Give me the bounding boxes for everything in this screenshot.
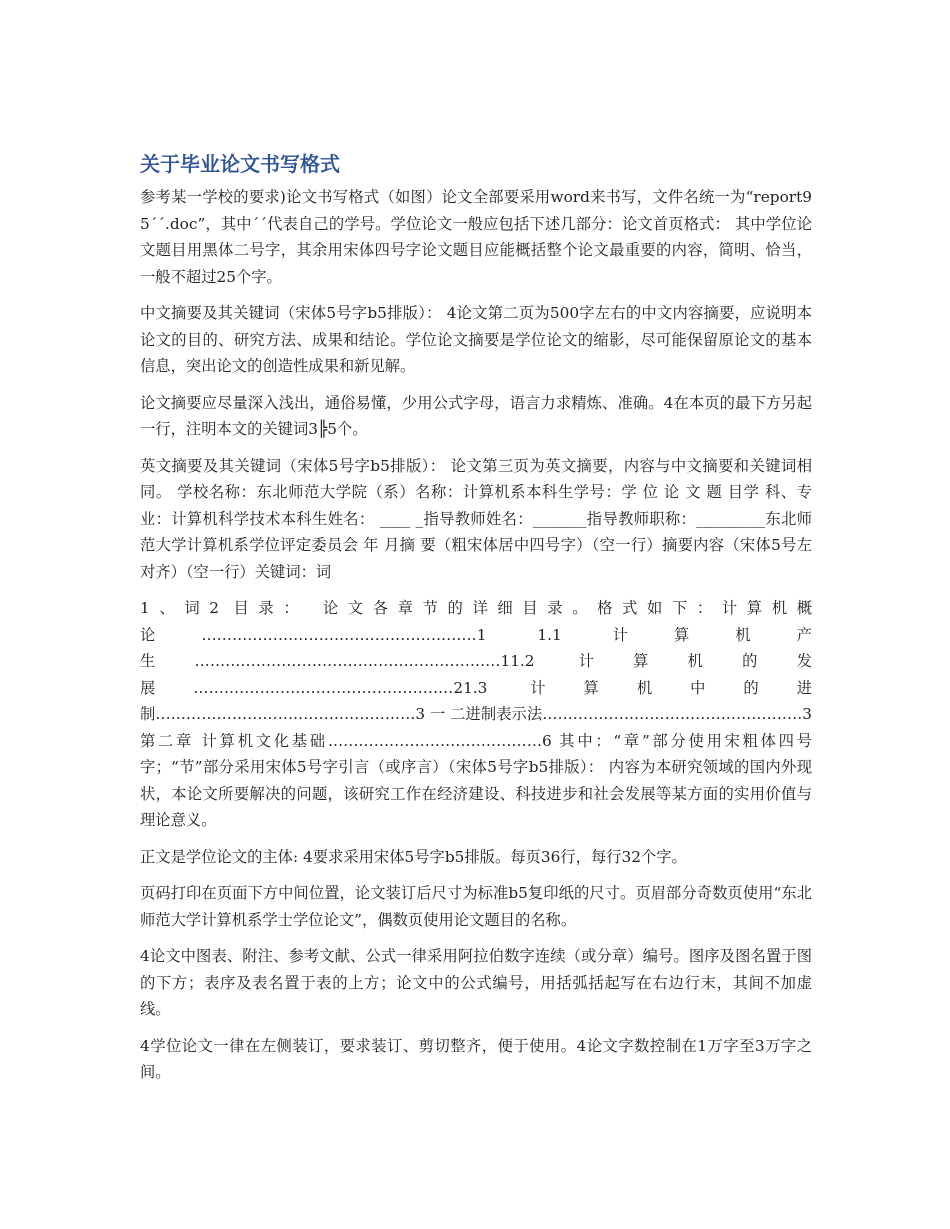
paragraph-page-numbers: 页码打印在页面下方中间位置，论文装订后尺寸为标准b5复印纸的尺寸。页眉部分奇数页使用“东北师范大学计算机系学士学位论文”，偶数页使用论文题目的名称。 [140, 884, 812, 929]
document-title: 关于毕业论文书写格式 [140, 152, 340, 176]
paragraph-abstract-style: 论文摘要应尽量深入浅出，通俗易懂，少用公式字母，语言力求精炼、准确。4在本页的最下方另起一行，注明本文的关键词3╠5个。 [140, 393, 812, 438]
paragraph-main-body: 正文是学位论文的主体: 4要求采用宋体5号字b5排版。每页36行，每行32个字。 [140, 847, 687, 866]
paragraph-chinese-abstract: 中文摘要及其关键词（宋体5号字b5排版）： 4论文第二页为500字左右的中文内容摘要，应说明本论文的目的、研究方法、成果和结论。学位论文摘要是学位论文的缩影，尽可能保留原论文的基本信息，突出论文的创造性成果和新见解。 [140, 304, 812, 375]
paragraph-english-abstract: 英文摘要及其关键词（宋体5号字b5排版）： 论文第三页为英文摘要，内容与中文摘要和关键词相同。 学校名称：东北师范大学院（系）名称：计算机系本科生学号：学 位 论 文 题 目学 科、专 业：计算机科学技术本科生姓名： ____ _指导教师姓名：_______指导教师职称：_________东北师范大学计算机系学位评定委员会 年 月摘 要（粗宋体居中四号字）（空一行）摘要内容（宋体5号左对齐）（空一行）关键词：词 [140, 456, 812, 581]
paragraph-intro: 参考某一学校的要求)论文书写格式（如图）论文全部要采用word来书写，文件名统一为“report95´´.doc”，其中´´代表自己的学号。学位论文一般应包括下述几部分：论文首页格式： 其中学位论文题目用黑体二号字，其余用宋体四号字论文题目应能概括整个论文最重要的内容，简明、恰当，一般不超过25个字。 [140, 188, 812, 286]
paragraph-table-of-contents: 1、词2 目录： 论文各章节的详细目录。格式如下：计算机概论………………………………………………1 1.1 计算机产生……………………………………………………11.2 计算机的发展……………………………………………21.3 计算机中的进制……………………………………………3 一 二进制表示法……………………………………………3 第二章 计算机文化基础……………………………………6 其中：“章”部分使用宋粗体四号字；“节”部分采用宋体5号字引言（或序言）（宋体5号字b5排版）： 内容为本研究领域的国内外现状，本论文所要解决的问题，该研究工作在经济建设、科技进步和社会发展等某方面的实用价值与理论意义。 [140, 599, 812, 829]
document-page [140, 150, 812, 1096]
paragraph-binding: 4学位论文一律在左侧装订，要求装订、剪切整齐，便于使用。4论文字数控制在1万字至3万字之间。 [140, 1036, 812, 1081]
paragraph-figures-tables: 4论文中图表、附注、参考文献、公式一律采用阿拉伯数字连续（或分章）编号。图序及图名置于图的下方；表序及表名置于表的上方；论文中的公式编号，用括弧括起写在右边行末，其间不加虚线。 [140, 947, 812, 1018]
